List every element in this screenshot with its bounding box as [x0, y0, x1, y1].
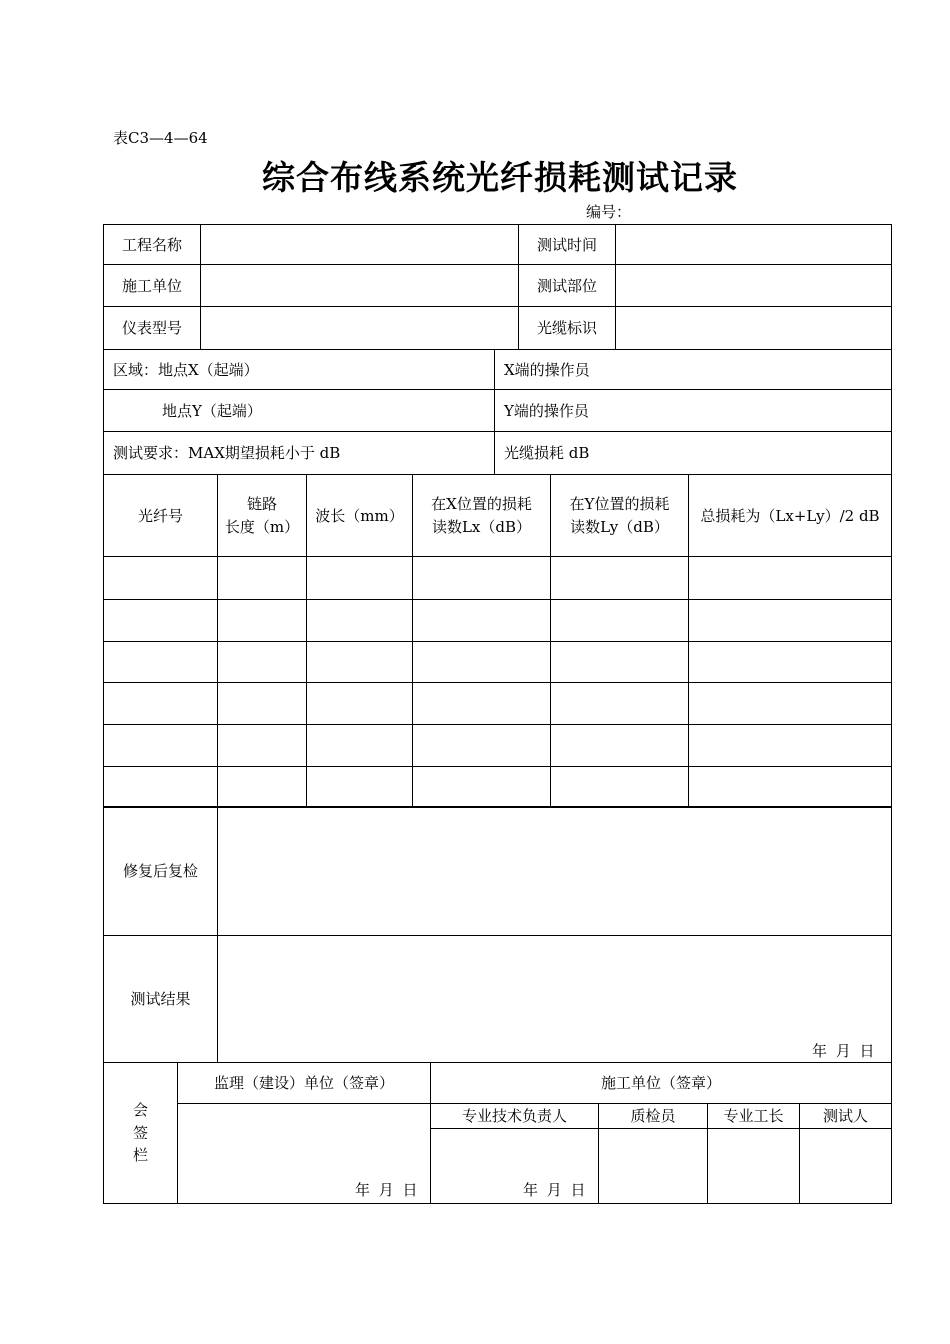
cell-total-loss[interactable] — [688, 724, 892, 767]
header-total-loss: 总损耗为（Lx+Ly）/2 dB — [688, 474, 892, 557]
cell-wavelength[interactable] — [306, 724, 413, 767]
cell-fiber-no[interactable] — [103, 599, 218, 642]
supervisor-unit-label: 监理（建设）单位（签章） — [177, 1062, 431, 1104]
cell-y-loss[interactable] — [550, 641, 689, 683]
result-field[interactable] — [217, 935, 892, 1063]
cell-total-loss[interactable] — [688, 599, 892, 642]
area-x-field[interactable]: 区域：地点X（起端） — [103, 349, 495, 390]
cell-wavelength[interactable] — [306, 682, 413, 725]
cell-wavelength[interactable] — [306, 641, 413, 683]
construction-unit-label: 施工单位 — [103, 264, 201, 307]
operator-y-field[interactable]: Y端的操作员 — [494, 389, 892, 432]
cell-wavelength[interactable] — [306, 599, 413, 642]
instrument-model-label: 仪表型号 — [103, 306, 201, 350]
contractor-unit-label: 施工单位（签章） — [430, 1062, 892, 1104]
test-time-field[interactable] — [615, 224, 892, 265]
project-name-label: 工程名称 — [103, 224, 201, 265]
cell-fiber-no[interactable] — [103, 641, 218, 683]
cell-total-loss[interactable] — [688, 766, 892, 808]
cable-loss-field[interactable]: 光缆损耗 dB — [494, 431, 892, 475]
cell-fiber-no[interactable] — [103, 766, 218, 808]
cell-link-length[interactable] — [217, 724, 307, 767]
cell-x-loss[interactable] — [412, 766, 551, 808]
recheck-label: 修复后复检 — [103, 806, 218, 936]
cell-y-loss[interactable] — [550, 766, 689, 808]
inspector-label: 质检员 — [598, 1103, 708, 1129]
project-name-field[interactable] — [200, 224, 519, 265]
cell-x-loss[interactable] — [412, 641, 551, 683]
header-wavelength: 波长（mm） — [306, 474, 413, 557]
cell-total-loss[interactable] — [688, 682, 892, 725]
cell-link-length[interactable] — [217, 556, 307, 600]
test-part-field[interactable] — [615, 264, 892, 307]
cell-link-length[interactable] — [217, 641, 307, 683]
cell-total-loss[interactable] — [688, 556, 892, 600]
page-title: 综合布线系统光纤损耗测试记录 — [262, 158, 738, 197]
cell-link-length[interactable] — [217, 599, 307, 642]
foreman-label: 专业工长 — [707, 1103, 800, 1129]
recheck-field[interactable] — [217, 806, 892, 936]
cell-fiber-no[interactable] — [103, 682, 218, 725]
serial-number-label: 编号： — [586, 203, 632, 221]
inspector-signature-field[interactable] — [598, 1128, 708, 1204]
header-x-loss: 在X位置的损耗 读数Lx（dB） — [412, 474, 551, 557]
cell-wavelength[interactable] — [306, 766, 413, 808]
cell-x-loss[interactable] — [412, 599, 551, 642]
cell-wavelength[interactable] — [306, 556, 413, 600]
operator-x-field[interactable]: X端的操作员 — [494, 349, 892, 390]
test-part-label: 测试部位 — [518, 264, 616, 307]
cell-y-loss[interactable] — [550, 682, 689, 725]
instrument-model-field[interactable] — [200, 306, 519, 350]
cell-x-loss[interactable] — [412, 682, 551, 725]
result-date: 年 月 日 — [812, 1042, 877, 1060]
cell-y-loss[interactable] — [550, 724, 689, 767]
cable-id-field[interactable] — [615, 306, 892, 350]
cell-link-length[interactable] — [217, 766, 307, 808]
contractor-date: 年 月 日 — [523, 1181, 588, 1199]
tech-lead-label: 专业技术负责人 — [430, 1103, 599, 1129]
cell-total-loss[interactable] — [688, 641, 892, 683]
header-fiber-no: 光纤号 — [103, 474, 218, 557]
header-link-length: 链路 长度（m） — [217, 474, 307, 557]
countersign-label: 会 签 栏 — [103, 1062, 178, 1204]
supervisor-date: 年 月 日 — [355, 1181, 420, 1199]
cell-x-loss[interactable] — [412, 556, 551, 600]
test-requirement-field[interactable]: 测试要求：MAX期望损耗小于 dB — [103, 431, 495, 475]
construction-unit-field[interactable] — [200, 264, 519, 307]
header-y-loss: 在Y位置的损耗 读数Ly（dB） — [550, 474, 689, 557]
cell-fiber-no[interactable] — [103, 556, 218, 600]
cell-link-length[interactable] — [217, 682, 307, 725]
cell-y-loss[interactable] — [550, 599, 689, 642]
area-y-field[interactable]: 地点Y（起端） — [103, 389, 495, 432]
cell-fiber-no[interactable] — [103, 724, 218, 767]
cell-x-loss[interactable] — [412, 724, 551, 767]
test-time-label: 测试时间 — [518, 224, 616, 265]
result-label: 测试结果 — [103, 935, 218, 1063]
form-code: 表C3—4—64 — [113, 129, 208, 147]
tester-label: 测试人 — [799, 1103, 892, 1129]
foreman-signature-field[interactable] — [707, 1128, 800, 1204]
cell-y-loss[interactable] — [550, 556, 689, 600]
cable-id-label: 光缆标识 — [518, 306, 616, 350]
tester-signature-field[interactable] — [799, 1128, 892, 1204]
